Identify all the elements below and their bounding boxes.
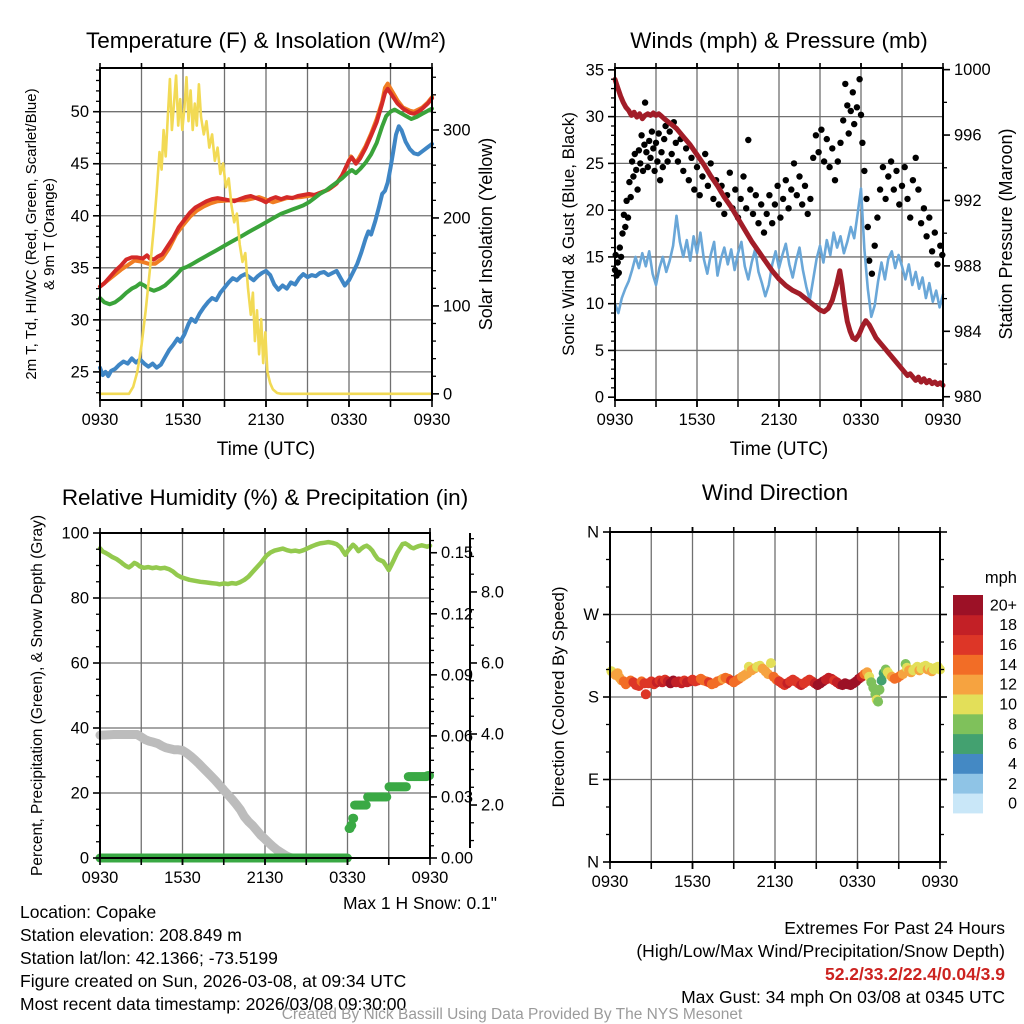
svg-text:1530: 1530 bbox=[164, 869, 201, 887]
svg-text:10: 10 bbox=[585, 295, 604, 314]
svg-text:0930: 0930 bbox=[81, 869, 119, 887]
svg-text:35: 35 bbox=[585, 61, 604, 80]
svg-text:2130: 2130 bbox=[760, 411, 798, 429]
svg-text:30: 30 bbox=[585, 108, 604, 127]
svg-text:0: 0 bbox=[79, 849, 89, 868]
station-latlon: Station lat/lon: 42.1366; -73.5199 bbox=[20, 948, 278, 968]
svg-text:1530: 1530 bbox=[678, 411, 716, 429]
svg-text:988: 988 bbox=[954, 257, 982, 276]
svg-text:0.09: 0.09 bbox=[441, 666, 474, 685]
svg-text:0330: 0330 bbox=[842, 411, 880, 429]
svg-text:30: 30 bbox=[70, 311, 89, 330]
svg-text:Wind Direction: Wind Direction bbox=[701, 480, 849, 505]
svg-text:0930: 0930 bbox=[596, 411, 634, 429]
svg-text:0: 0 bbox=[1008, 795, 1017, 813]
svg-text:4: 4 bbox=[1008, 755, 1017, 773]
svg-text:0.06: 0.06 bbox=[441, 727, 474, 746]
station-elevation: Station elevation: 208.849 m bbox=[20, 925, 242, 945]
svg-text:20: 20 bbox=[585, 201, 604, 220]
svg-text:0: 0 bbox=[443, 385, 453, 404]
svg-text:300: 300 bbox=[443, 121, 471, 140]
svg-text:16: 16 bbox=[999, 637, 1017, 655]
svg-text:Solar Insolation (Yellow): Solar Insolation (Yellow) bbox=[476, 137, 496, 331]
svg-text:0.00: 0.00 bbox=[441, 849, 474, 868]
extremes-title: Extremes For Past 24 Hours bbox=[784, 918, 1005, 938]
svg-text:Station Pressure (Maroon): Station Pressure (Maroon) bbox=[996, 128, 1016, 340]
svg-text:S: S bbox=[587, 688, 599, 707]
svg-text:0930: 0930 bbox=[411, 869, 449, 887]
svg-text:2130: 2130 bbox=[756, 873, 794, 891]
svg-text:0930: 0930 bbox=[81, 411, 119, 429]
extremes-values: 52.2/33.2/22.4/0.04/3.9 bbox=[824, 964, 1005, 984]
svg-text:0330: 0330 bbox=[329, 869, 366, 887]
svg-text:Sonic Wind & Gust (Blue, Black: Sonic Wind & Gust (Blue, Black) bbox=[559, 112, 578, 356]
svg-text:40: 40 bbox=[70, 719, 89, 738]
svg-text:Winds (mph) & Pressure (mb): Winds (mph) & Pressure (mb) bbox=[630, 28, 928, 53]
max-gust: Max Gust: 34 mph On 03/08 at 0345 UTC bbox=[681, 987, 1005, 1007]
svg-text:5: 5 bbox=[594, 341, 604, 360]
svg-text:2: 2 bbox=[1008, 775, 1017, 793]
svg-text:Temperature (F) & Insolation (: Temperature (F) & Insolation (W/m²) bbox=[85, 28, 447, 53]
svg-text:60: 60 bbox=[70, 654, 89, 673]
svg-text:100: 100 bbox=[443, 297, 471, 316]
svg-text:N: N bbox=[587, 853, 599, 872]
svg-text:0.15: 0.15 bbox=[441, 544, 474, 563]
figure-created: Figure created on Sun, 2026-03-08, at 09:34 UTC bbox=[20, 971, 407, 991]
svg-text:10: 10 bbox=[999, 696, 1017, 714]
credit-line: Created By Nick Bassill Using Data Provided By The NYS Mesonet bbox=[281, 1006, 743, 1023]
svg-text:25: 25 bbox=[585, 154, 604, 173]
extremes-block bbox=[636, 917, 1005, 1009]
svg-text:2.0: 2.0 bbox=[481, 796, 504, 815]
svg-text:50: 50 bbox=[70, 103, 89, 122]
svg-text:12: 12 bbox=[999, 676, 1017, 694]
svg-text:4.0: 4.0 bbox=[481, 725, 504, 744]
svg-text:200: 200 bbox=[443, 209, 471, 228]
station-info-block bbox=[20, 901, 406, 1016]
svg-text:0930: 0930 bbox=[921, 873, 959, 891]
svg-text:18: 18 bbox=[999, 617, 1017, 635]
temperature-insolation-chart bbox=[0, 0, 512, 478]
svg-text:2m T, Td, HI/WC (Red, Green, S: 2m T, Td, HI/WC (Red, Green, Scarlet/Blue) bbox=[23, 88, 40, 380]
svg-text:8: 8 bbox=[1008, 716, 1017, 734]
svg-text:1530: 1530 bbox=[674, 873, 711, 891]
svg-text:20+: 20+ bbox=[989, 597, 1017, 615]
svg-text:N: N bbox=[587, 523, 599, 542]
svg-text:6.0: 6.0 bbox=[481, 654, 504, 673]
wind-direction-chart bbox=[512, 480, 1024, 892]
svg-text:1530: 1530 bbox=[164, 411, 202, 429]
svg-text:996: 996 bbox=[954, 126, 982, 145]
svg-text:980: 980 bbox=[954, 388, 982, 407]
svg-text:Direction (Colored By Speed): Direction (Colored By Speed) bbox=[549, 586, 568, 808]
svg-text:984: 984 bbox=[954, 322, 982, 341]
svg-text:0330: 0330 bbox=[330, 411, 368, 429]
extremes-subtitle: (High/Low/Max Wind/Precipitation/Snow Depth) bbox=[636, 941, 1005, 961]
svg-text:8.0: 8.0 bbox=[481, 583, 504, 602]
svg-text:0: 0 bbox=[594, 388, 604, 407]
data-timestamp: Most recent data timestamp: 2026/03/08 09:30:00 bbox=[20, 994, 407, 1014]
humidity-precipitation-chart bbox=[0, 480, 512, 892]
svg-text:6: 6 bbox=[1008, 736, 1017, 754]
svg-text:20: 20 bbox=[70, 784, 89, 803]
svg-text:0930: 0930 bbox=[591, 873, 629, 891]
svg-text:15: 15 bbox=[585, 248, 604, 267]
svg-text:Time (UTC): Time (UTC) bbox=[729, 439, 829, 460]
svg-text:2130: 2130 bbox=[246, 869, 284, 887]
svg-text:0930: 0930 bbox=[413, 411, 451, 429]
svg-text:W: W bbox=[583, 606, 599, 624]
svg-text:E: E bbox=[587, 771, 599, 789]
svg-text:40: 40 bbox=[70, 207, 89, 226]
svg-text:35: 35 bbox=[70, 259, 89, 278]
max-snow-note: Max 1 H Snow: 0.1" bbox=[342, 893, 497, 913]
svg-text:0.03: 0.03 bbox=[441, 788, 474, 807]
svg-text:100: 100 bbox=[61, 524, 89, 543]
svg-text:2130: 2130 bbox=[247, 411, 285, 429]
svg-text:Relative Humidity (%) & Precip: Relative Humidity (%) & Precipitation (in) bbox=[61, 485, 469, 510]
svg-text:14: 14 bbox=[999, 656, 1017, 674]
svg-text:Time (UTC): Time (UTC) bbox=[216, 439, 316, 460]
svg-text:0330: 0330 bbox=[839, 873, 876, 891]
svg-text:mph: mph bbox=[984, 569, 1017, 587]
station-location: Location: Copake bbox=[20, 902, 157, 922]
svg-text:1000: 1000 bbox=[954, 61, 991, 80]
svg-text:0.12: 0.12 bbox=[441, 605, 474, 624]
svg-text:80: 80 bbox=[70, 589, 89, 608]
svg-text:Percent, Precipitation (Green): Percent, Precipitation (Green), & Snow Depth (Gray) bbox=[29, 515, 46, 876]
winds-pressure-chart bbox=[512, 0, 1024, 478]
svg-text:992: 992 bbox=[954, 191, 982, 210]
svg-text:0930: 0930 bbox=[924, 411, 962, 429]
svg-text:& 9m T (Orange): & 9m T (Orange) bbox=[41, 178, 58, 290]
svg-text:45: 45 bbox=[70, 155, 89, 174]
svg-text:25: 25 bbox=[70, 363, 89, 382]
